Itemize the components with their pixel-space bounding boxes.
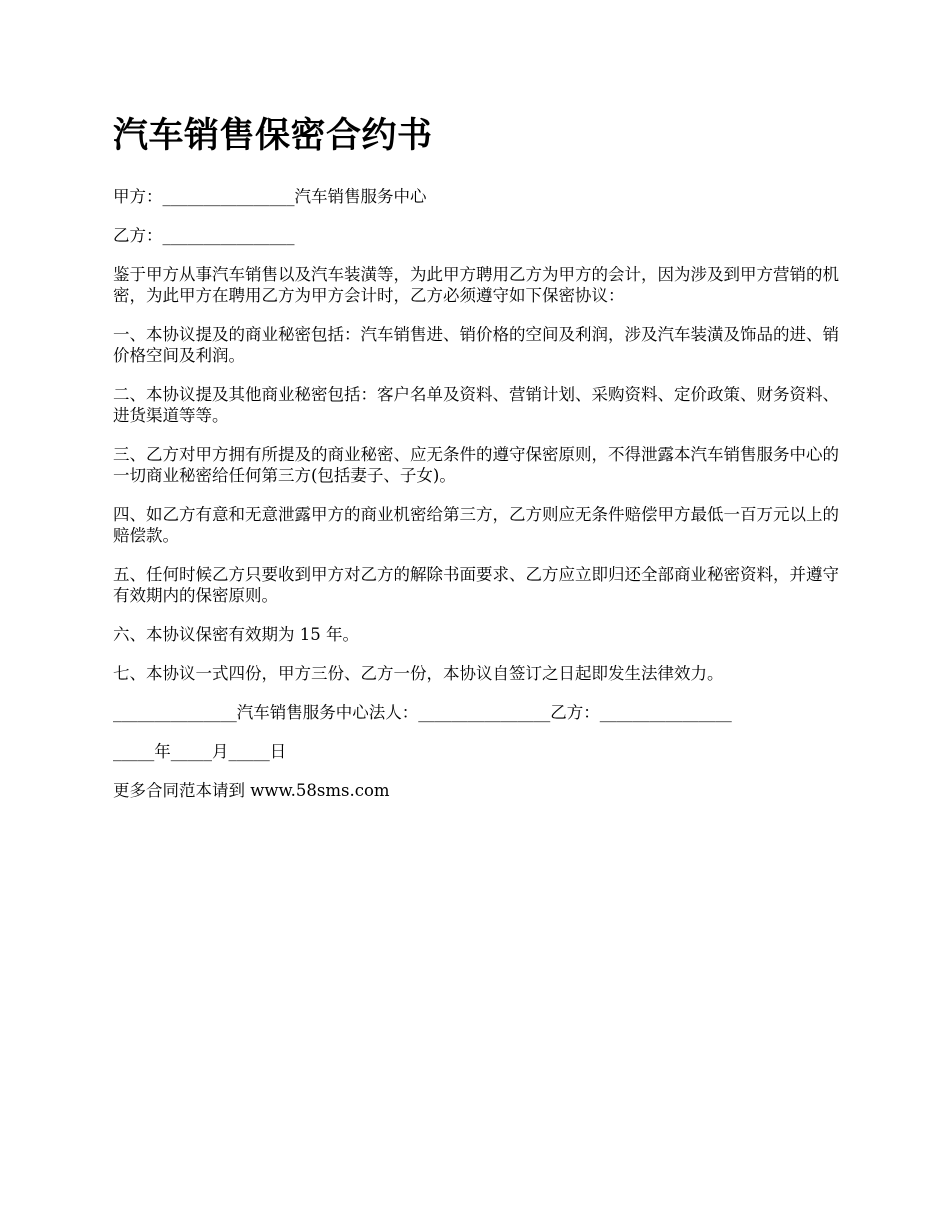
clause-1: 一、本协议提及的商业秘密包括：汽车销售进、销价格的空间及利润，涉及汽车装潢及饰品的进、销价格空间及利润。 (113, 325, 839, 365)
clause-5: 五、任何时候乙方只要收到甲方对乙方的解除书面要求、乙方应立即归还全部商业秘密资料，并遵守有效期内的保密原则。 (113, 565, 839, 605)
clause-3: 三、乙方对甲方拥有所提及的商业秘密、应无条件的遵守保密原则，不得泄露本汽车销售服务中心的一切商业秘密给任何第三方(包括妻子、子女)。 (113, 445, 839, 485)
footer-link-text: 更多合同范本请到 www.58sms.com (113, 781, 390, 800)
date-line: _____年_____月_____日 (113, 742, 287, 761)
signature-line: _______________汽车销售服务中心法人：________________乙方：________________ (113, 703, 732, 722)
clause-4: 四、如乙方有意和无意泄露甲方的商业机密给第三方，乙方则应无条件赔偿甲方最低一百万元以上的赔偿款。 (113, 505, 839, 545)
clause-2: 二、本协议提及其他商业秘密包括：客户名单及资料、营销计划、采购资料、定价政策、财务资料、进货渠道等等。 (113, 385, 839, 425)
clause-7: 七、本协议一式四份，甲方三份、乙方一份，本协议自签订之日起即发生法律效力。 (113, 664, 724, 683)
document-title: 汽车销售保密合约书 (113, 115, 433, 156)
party-b-line: 乙方：________________ (113, 226, 295, 245)
clause-6: 六、本协议保密有效期为 15 年。 (113, 625, 359, 644)
party-a-line: 甲方：________________汽车销售服务中心 (113, 187, 427, 206)
intro-paragraph: 鉴于甲方从事汽车销售以及汽车装潢等，为此甲方聘用乙方为甲方的会计，因为涉及到甲方营销的机密，为此甲方在聘用乙方为甲方会计时，乙方必须遵守如下保密协议： (113, 265, 839, 305)
contract-document (113, 112, 843, 819)
